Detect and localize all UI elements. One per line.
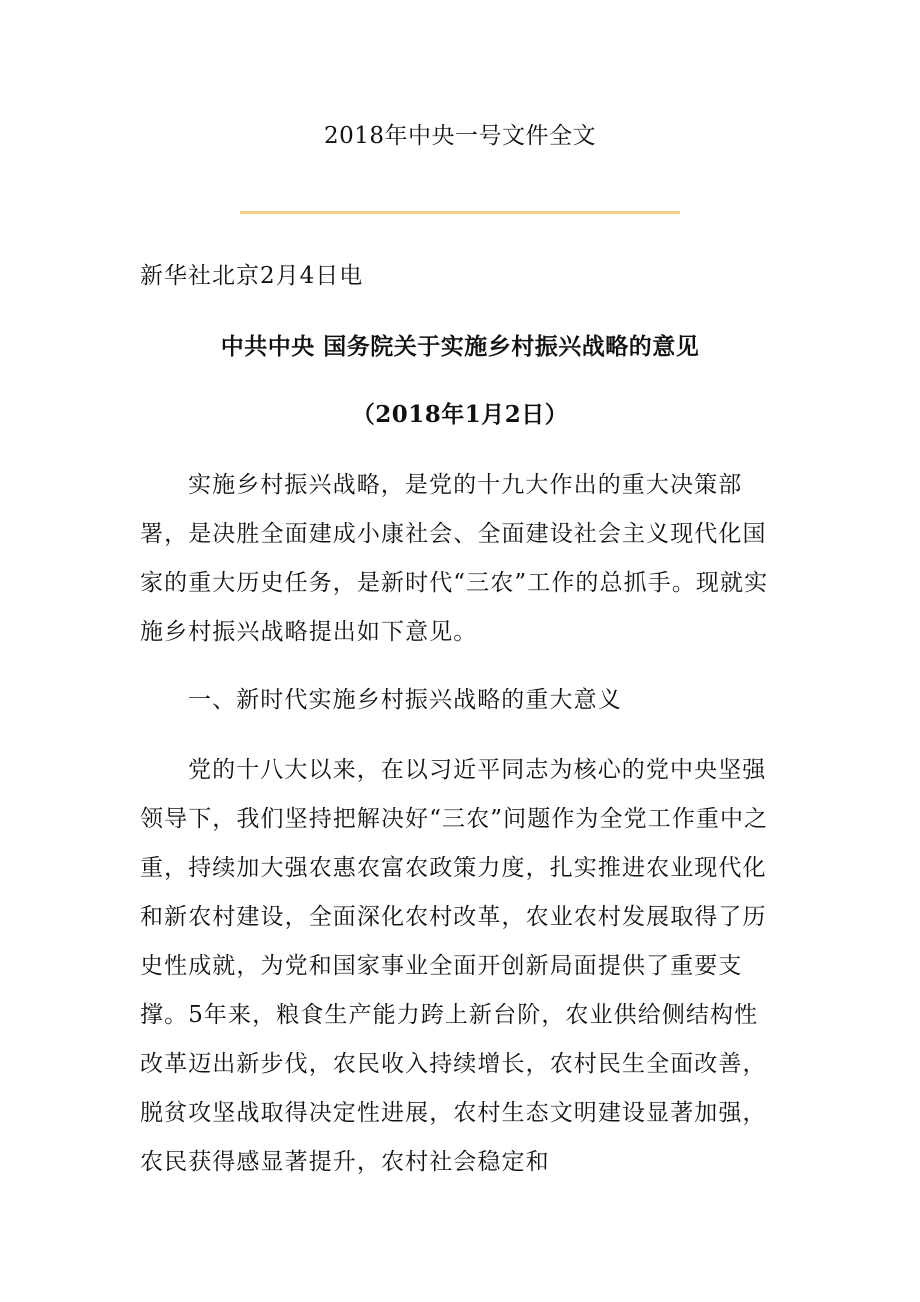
title-divider [240, 211, 680, 214]
article-date: （2018年1月2日） [351, 401, 569, 428]
dateline: 新华社北京2月4日电 [140, 263, 364, 289]
paragraph-intro: 实施乡村振兴战略，是党的十九大作出的重大决策部署，是决胜全面建成小康社会、全面建设社会主义现代化国家的重大历史任务，是新时代“三农”工作的总抓手。现就实施乡村振兴战略提出如下意见。 [140, 472, 769, 645]
article-heading: 中共中央 国务院关于实施乡村振兴战略的意见 [220, 333, 700, 360]
document-title: 2018年中央一号文件全文 [323, 123, 597, 149]
paragraph-body: 党的十八大以来，在以习近平同志为核心的党中央坚强领导下，我们坚持把解决好“三农”问题作为全党工作重中之重，持续加大强农惠农富农政策力度，扎实推进农业现代化和新农村建设，全面深化农村改革，农业农村发展取得了历史性成就，为党和国家事业全面开创新局面提供了重要支撑。5年来，粮食生产能力跨上新台阶，农业供给侧结构性改革迈出新步伐，农民收入持续增长，农村民生全面改善，脱贫攻坚战取得决定性进展，农村生态文明建设显著加强，农民获得感显著提升，农村社会稳定和 [140, 757, 769, 1175]
section-heading: 一、新时代实施乡村振兴战略的重大意义 [188, 687, 622, 713]
